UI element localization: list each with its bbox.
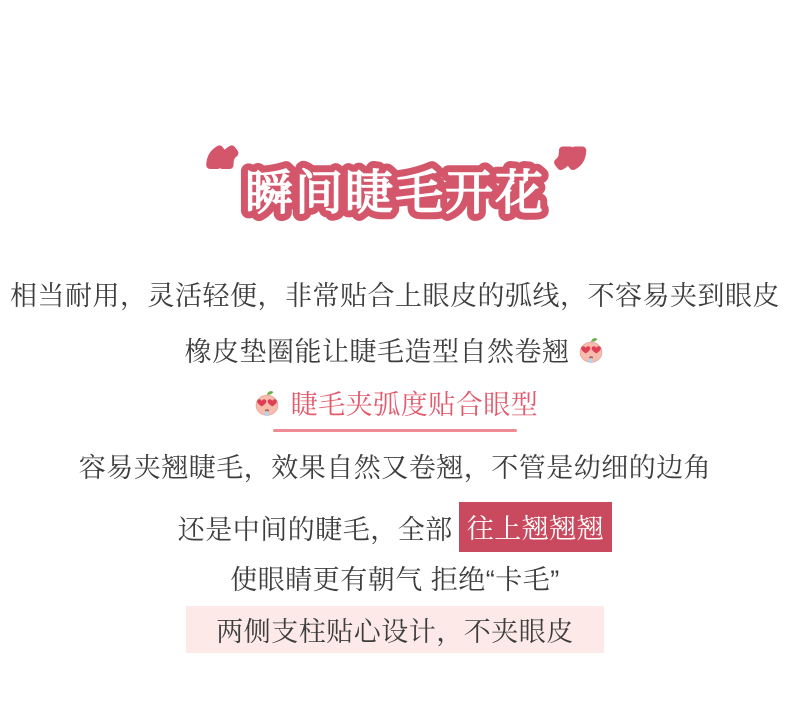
body-line-6: [0, 558, 790, 597]
body-line-5: [0, 502, 790, 552]
page-title: [175, 128, 615, 228]
soft-pink-callout: [186, 606, 604, 653]
body-line-2: [0, 330, 790, 369]
body-line-2-text: 橡皮垫圈能让睫毛造型自然卷翘: [184, 337, 570, 367]
title-open-quote: “: [206, 139, 238, 203]
heart-eyes-drool-emoji-icon: [252, 388, 282, 418]
body-line-4: [0, 446, 790, 485]
title-text: 瞬间睫毛开花: [244, 167, 546, 220]
section-heading-text: 睫毛夹弧度贴合眼型: [290, 390, 539, 420]
heading-underline: [273, 429, 517, 432]
body-line-6-text: 使眼睛更有朝气 拒绝“卡毛”: [230, 565, 560, 595]
section-heading: [0, 383, 790, 422]
highlighted-phrase: 往上翘翘翘: [459, 502, 613, 552]
title-bubble-text: [175, 128, 615, 228]
heart-eyes-drool-emoji-icon: [576, 335, 606, 365]
body-line-5-text: 还是中间的睫毛，全部: [177, 514, 453, 545]
soft-pink-callout-text: 两侧支柱贴心设计，不夹眼皮: [216, 617, 574, 647]
body-line-1: [0, 274, 790, 313]
body-line-4-text: 容易夹翘睫毛，效果自然又卷翘，不管是幼细的边角: [78, 453, 712, 483]
title-close-quote: ”: [555, 139, 587, 203]
body-line-1-text: 相当耐用，灵活轻便，非常贴合上眼皮的弧线，不容易夹到眼皮: [10, 281, 780, 311]
